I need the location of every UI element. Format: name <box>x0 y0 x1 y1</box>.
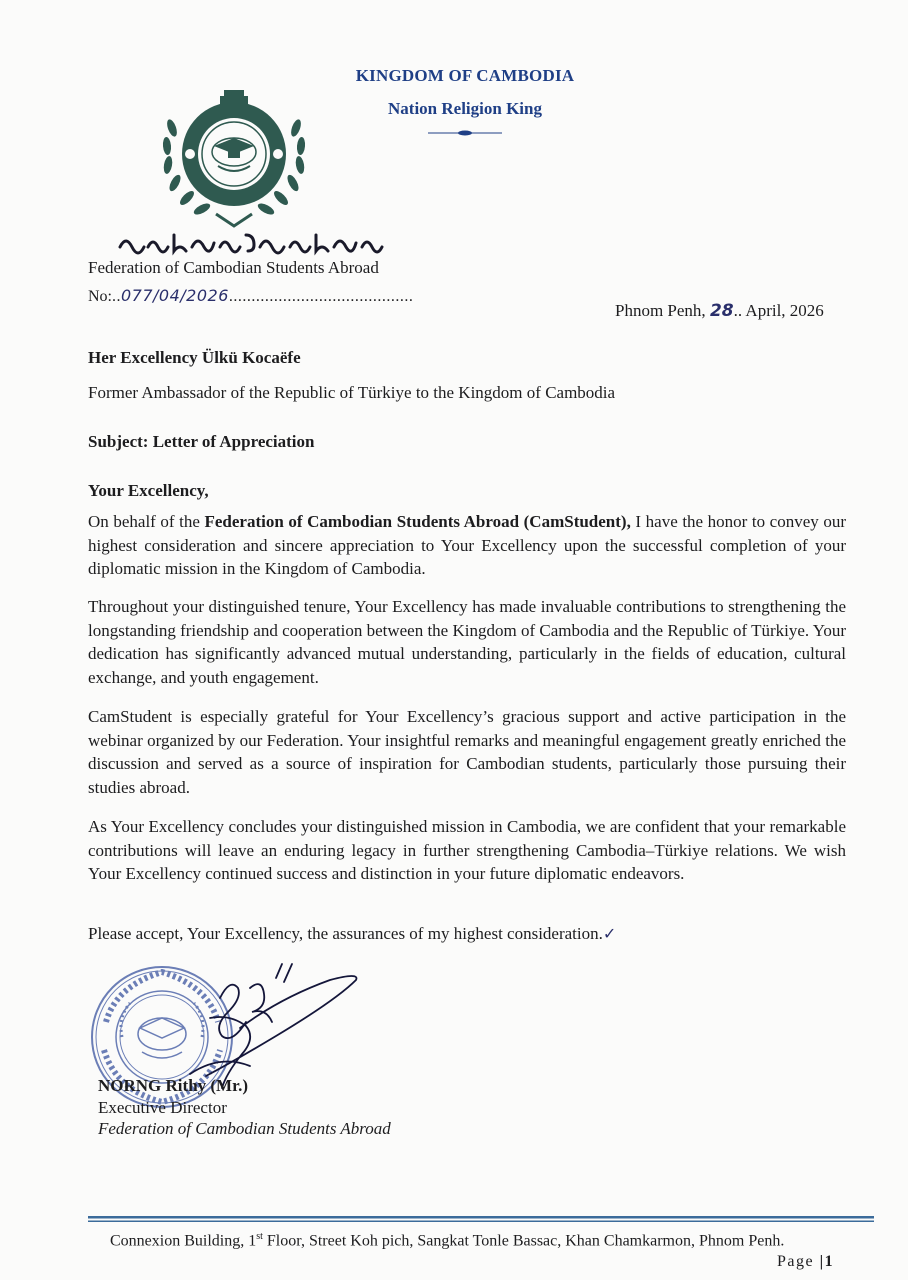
checkmark-icon: ✓ <box>602 924 617 943</box>
dotted-leader: .. <box>112 288 121 305</box>
signatory-role: Executive Director <box>98 1098 227 1117</box>
body-paragraph-2: Throughout your distinguished tenure, Your Excellency has made invaluable contributions to strengthening the longstanding friendship and cooperation between the Kingdom of Cambodia and the Republic of Türkiye. Your dedication has significantly advanced mutual understanding, particularly in the fields of education, cultural exchange, and youth engagement. <box>88 597 846 687</box>
footer-address <box>110 1231 784 1250</box>
closing-text: Please accept, Your Excellency, the assurances of my highest consideration. <box>88 924 603 943</box>
address-text: Connexion Building, 1 <box>110 1232 257 1250</box>
body-paragraph-3: CamStudent is especially grateful for Your Excellency’s gracious support and active participation in the webinar organized by our Federation. Your insightful remarks and meaningful engagement greatly enriched the discussion and served as a source of inspiration for Cambodian students, particularly those pursuing their studies abroad. <box>88 707 846 797</box>
page-label: Page <box>777 1253 815 1270</box>
federation-emblem-logo <box>158 88 310 230</box>
page-separator: | <box>819 1253 825 1270</box>
organization-name: Federation of Cambodian Students Abroad <box>88 258 379 277</box>
header-country: KINGDOM OF CAMBODIA <box>355 66 575 85</box>
reference-number-line <box>88 286 413 306</box>
signatory-name: NORNG Rithy (Mr.) <box>98 1076 248 1095</box>
body-paragraph-1 <box>88 510 846 581</box>
date-line <box>615 301 824 321</box>
reference-label: No: <box>88 288 112 305</box>
paragraph-text: I have the honor to convey our highest consideration and sincere appreciation to Your Excellency upon the successful completion of your diplomatic mission in the Kingdom of Cambodia. <box>88 512 847 578</box>
recipient-title: Former Ambassador of the Republic of Türkiye to the Kingdom of Cambodia <box>88 383 616 402</box>
date-day: 28 <box>709 301 734 321</box>
ordinal-suffix: st <box>256 1231 263 1242</box>
reference-number: 077/04/2026 <box>121 286 229 305</box>
header-motto: Nation Religion King <box>388 99 542 118</box>
body-paragraph-closing <box>88 924 616 944</box>
address-text: Floor, Street Koh pich, Sangkat Tonle Bassac, Khan Chamkarmon, Phnom Penh. <box>262 1232 785 1250</box>
page-number-value: 1 <box>824 1253 835 1270</box>
body-paragraph-4: As Your Excellency concludes your distinguished mission in Cambodia, we are confident that your remarkable contributions will leave an enduring legacy in further strengthening Cambodia–Türkiye relations. We wish Your Excellency continued success and distinction in your future diplomatic endeavors. <box>88 817 846 883</box>
paragraph-text: On behalf of the <box>88 512 205 531</box>
signatory-organization: Federation of Cambodian Students Abroad <box>98 1119 391 1138</box>
dotted-leader: ......................................... <box>228 288 414 305</box>
khmer-org-name-script <box>116 227 386 257</box>
page-number <box>777 1253 834 1271</box>
organization-bold-name: Federation of Cambodian Students Abroad (CamStudent), <box>204 512 631 531</box>
ornament-divider <box>428 127 502 139</box>
subject-line: Subject: Letter of Appreciation <box>88 432 315 451</box>
salutation: Your Excellency, <box>88 481 209 500</box>
dotted-leader: .. <box>733 301 743 320</box>
date-place: Phnom Penh, <box>615 301 706 320</box>
recipient-name: Her Excellency Ülkü Kocaëfe <box>88 348 301 367</box>
date-month-year: April, 2026 <box>745 301 824 320</box>
footer-divider <box>88 1216 874 1224</box>
